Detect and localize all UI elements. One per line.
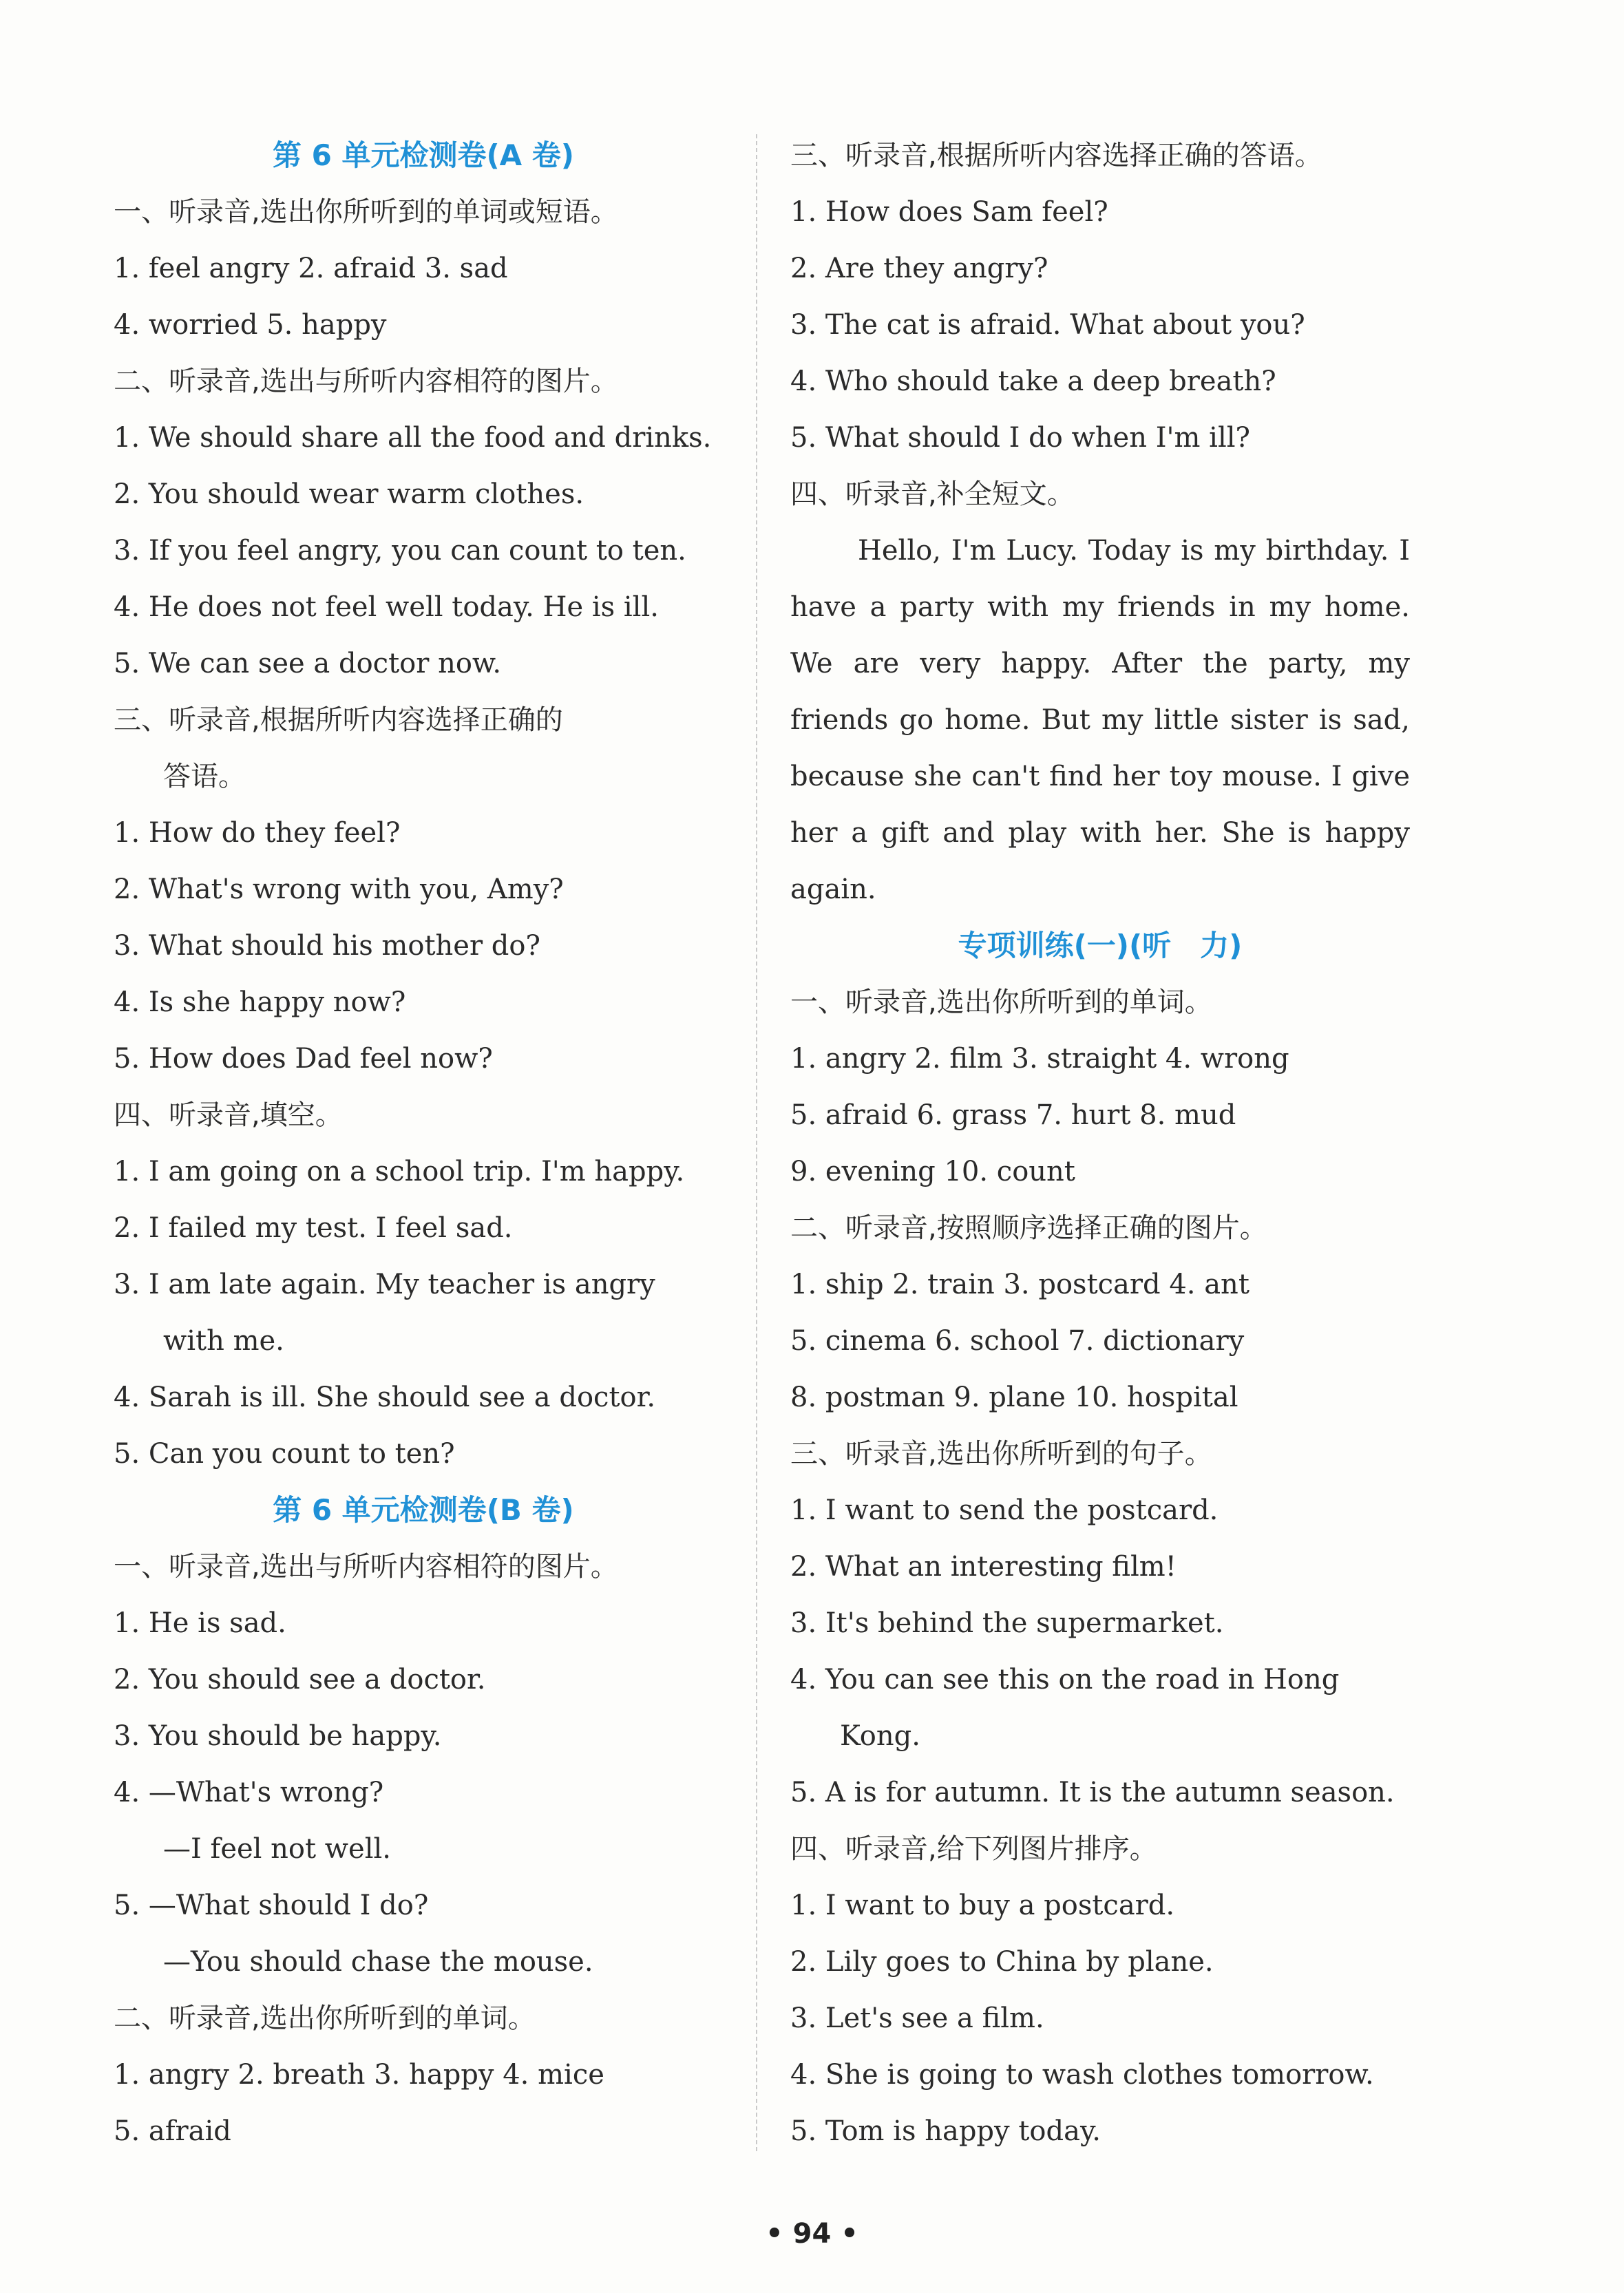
answer-line-continued: —I feel not well. bbox=[163, 1833, 392, 1865]
answer-line: 3. You should be happy. bbox=[114, 1720, 442, 1752]
left-column bbox=[114, 127, 733, 2159]
answer-line: 4. You can see this on the road in Hong bbox=[790, 1664, 1340, 1695]
answer-line: 1. How does Sam feel? bbox=[790, 196, 1108, 228]
answer-line: 1. angry 2. film 3. straight 4. wrong bbox=[790, 1043, 1289, 1075]
right-column bbox=[790, 127, 1410, 2159]
question-header: 四、听录音,给下列图片排序。 bbox=[790, 1833, 1157, 1865]
answer-line-continued: with me. bbox=[163, 1325, 284, 1357]
answer-line: 9. evening 10. count bbox=[790, 1156, 1075, 1187]
question-header-continued: 答语。 bbox=[163, 761, 246, 792]
answer-line: 3. The cat is afraid. What about you? bbox=[790, 309, 1305, 341]
answer-line: 2. What an interesting film! bbox=[790, 1551, 1177, 1583]
passage-text: Hello, I'm Lucy. Today is my birthday. I have a party with my friends in my home. We are very happy. After the party, my friends go home. But my little sister is sad, because she can't find her toy mouse. I give her a gift and play with her. She is happy again. bbox=[790, 535, 1410, 905]
answer-line: 2. You should wear warm clothes. bbox=[114, 478, 584, 510]
question-header: 二、听录音,选出你所听到的单词。 bbox=[114, 2003, 536, 2034]
answer-line: 1. ship 2. train 3. postcard 4. ant bbox=[790, 1269, 1249, 1300]
answer-line: 3. I am late again. My teacher is angry bbox=[114, 1269, 655, 1300]
answer-line-continued: —You should chase the mouse. bbox=[163, 1946, 593, 1978]
question-header: 三、听录音,选出你所听到的句子。 bbox=[790, 1438, 1212, 1470]
answer-line: 4. —What's wrong? bbox=[114, 1777, 384, 1808]
page-number: • 94 • bbox=[766, 2218, 858, 2250]
answer-line: 4. He does not feel well today. He is ill. bbox=[114, 591, 659, 623]
answer-line: 1. angry 2. breath 3. happy 4. mice bbox=[114, 2059, 604, 2091]
question-header: 二、听录音,按照顺序选择正确的图片。 bbox=[790, 1212, 1267, 1244]
question-header: 一、听录音,选出与所听内容相符的图片。 bbox=[114, 1551, 618, 1583]
answer-line: 5. afraid 6. grass 7. hurt 8. mud bbox=[790, 1099, 1236, 1131]
answer-line: 5. Tom is happy today. bbox=[790, 2115, 1101, 2147]
answer-line: 5. How does Dad feel now? bbox=[114, 1043, 493, 1075]
question-header: 一、听录音,选出你所听到的单词或短语。 bbox=[114, 196, 618, 228]
answer-line: 4. worried 5. happy bbox=[114, 309, 387, 341]
answer-line: 2. I failed my test. I feel sad. bbox=[114, 1212, 513, 1244]
answer-line: 2. Are they angry? bbox=[790, 253, 1048, 284]
question-header: 一、听录音,选出你所听到的单词。 bbox=[790, 986, 1212, 1018]
answer-line: 4. Is she happy now? bbox=[114, 986, 406, 1018]
answer-line: 2. You should see a doctor. bbox=[114, 1664, 486, 1695]
answer-line: 5. —What should I do? bbox=[114, 1890, 429, 1921]
section-title-unit6-b: 第 6 单元检测卷(B 卷) bbox=[273, 1493, 574, 1527]
question-header: 四、听录音,补全短文。 bbox=[790, 478, 1075, 510]
answer-line: 4. She is going to wash clothes tomorrow. bbox=[790, 2059, 1374, 2091]
answer-line: 5. Can you count to ten? bbox=[114, 1438, 455, 1470]
answer-line: 3. If you feel angry, you can count to ten. bbox=[114, 535, 686, 567]
answer-line: 5. What should I do when I'm ill? bbox=[790, 422, 1250, 454]
question-header: 二、听录音,选出与所听内容相符的图片。 bbox=[114, 366, 618, 397]
answer-line: 3. It's behind the supermarket. bbox=[790, 1607, 1224, 1639]
answer-line: 2. What's wrong with you, Amy? bbox=[114, 874, 564, 905]
answer-line: 5. cinema 6. school 7. dictionary bbox=[790, 1325, 1245, 1357]
answer-line: 2. Lily goes to China by plane. bbox=[790, 1946, 1214, 1978]
answer-line: 5. We can see a doctor now. bbox=[114, 648, 502, 679]
section-title-listening-practice: 专项训练(一)(听 力) bbox=[958, 929, 1243, 962]
column-divider bbox=[756, 134, 757, 2151]
question-header: 三、听录音,根据所听内容选择正确的 bbox=[114, 704, 563, 736]
answer-line: 1. He is sad. bbox=[114, 1607, 286, 1639]
question-header: 四、听录音,填空。 bbox=[114, 1099, 343, 1131]
answer-line: 3. What should his mother do? bbox=[114, 930, 540, 962]
answer-line: 1. I want to send the postcard. bbox=[790, 1494, 1219, 1526]
answer-line: 4. Who should take a deep breath? bbox=[790, 366, 1276, 397]
answer-line-continued: Kong. bbox=[840, 1720, 920, 1752]
answer-line: 4. Sarah is ill. She should see a doctor. bbox=[114, 1382, 656, 1413]
answer-line: 5. A is for autumn. It is the autumn season. bbox=[790, 1777, 1395, 1808]
answer-line: 1. I want to buy a postcard. bbox=[790, 1890, 1175, 1921]
answer-line: 3. Let's see a film. bbox=[790, 2003, 1044, 2034]
answer-line: 8. postman 9. plane 10. hospital bbox=[790, 1382, 1238, 1413]
question-header: 三、听录音,根据所听内容选择正确的答语。 bbox=[790, 140, 1322, 171]
section-title-unit6-a: 第 6 单元检测卷(A 卷) bbox=[273, 138, 574, 172]
answer-line: 1. feel angry 2. afraid 3. sad bbox=[114, 253, 508, 284]
answer-line: 1. I am going on a school trip. I'm happy. bbox=[114, 1156, 685, 1187]
answer-line: 5. afraid bbox=[114, 2115, 231, 2147]
answer-line: 1. We should share all the food and drinks. bbox=[114, 422, 712, 454]
answer-line: 1. How do they feel? bbox=[114, 817, 401, 849]
